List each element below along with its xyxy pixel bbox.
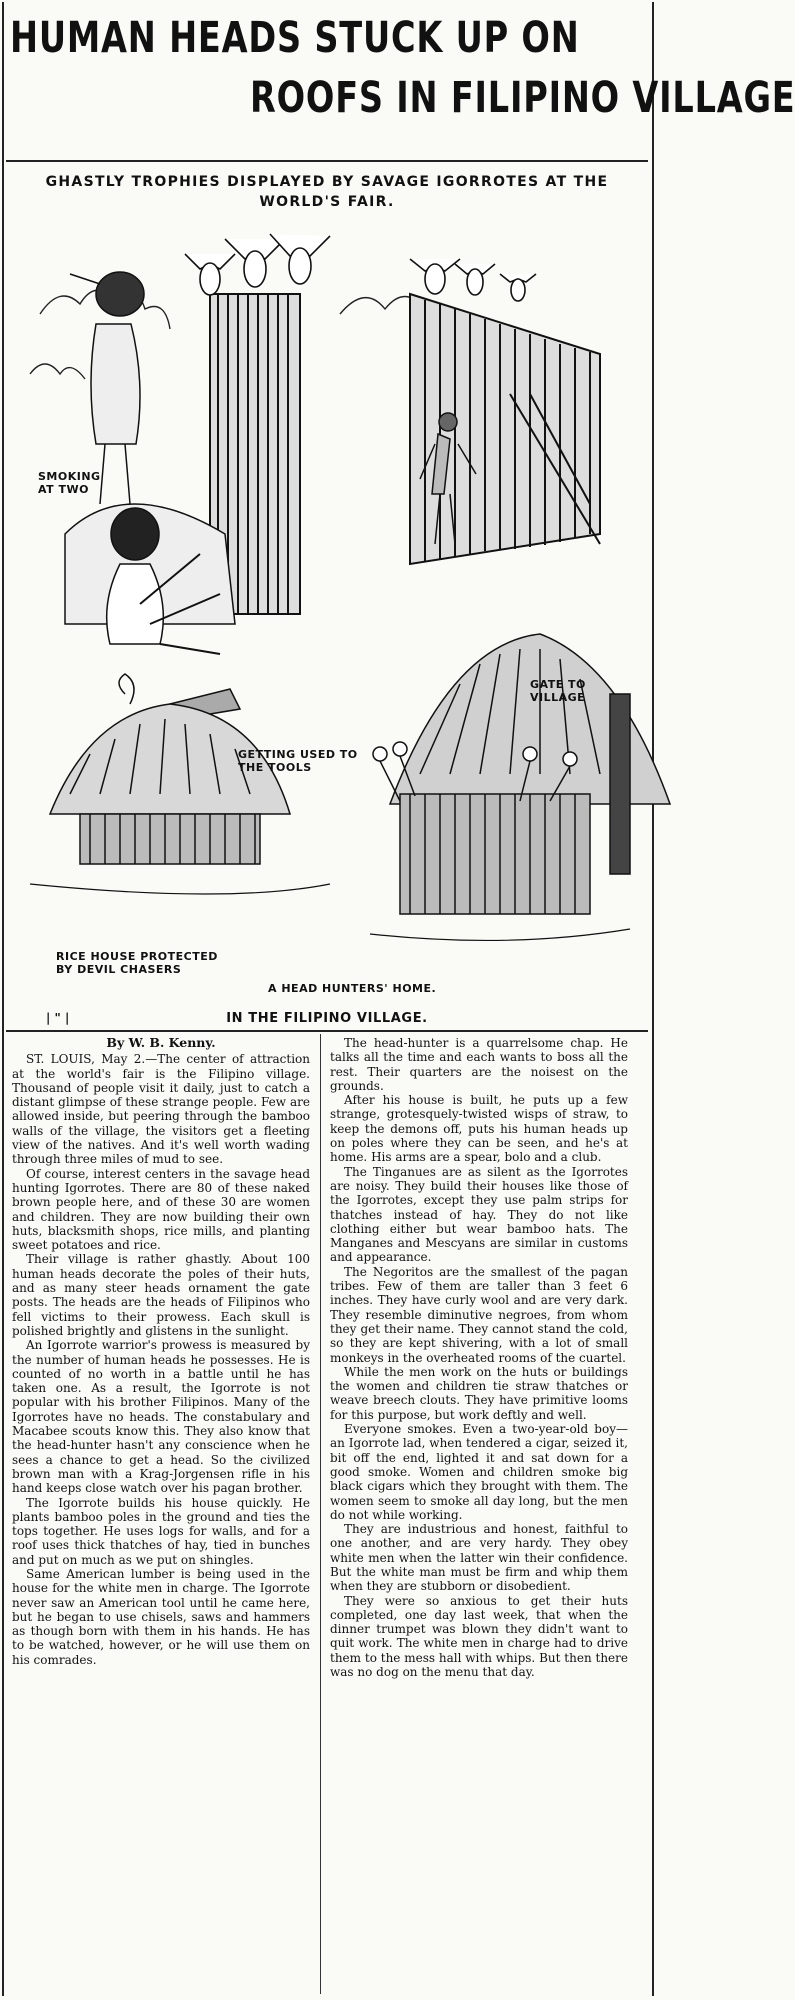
- subhead: GHASTLY TROPHIES DISPLAYED BY SAVAGE IGORROTES AT THE WORLD'S FAIR.: [45, 174, 609, 210]
- paragraph: Of course, interest centers in the savage head hunting Igorrotes. There are 80 of these naked brown people here, and of these 30 are women and children. They are now building their own huts, blacksmith shops, rice mills, and planting sweet potatoes and rice.: [12, 1166, 310, 1253]
- section-title: IN THE FILIPINO VILLAGE.: [226, 1011, 428, 1026]
- paragraph: Same American lumber is being used in the house for the white men in charge. The Igorrote never saw an American tool until he came here, but he began to use chisels, saws and hammers as though born with them in his hands. He has to be watched, however, or he will use them on his comrades.: [12, 1566, 310, 1667]
- paragraph: The Tinganues are as silent as the Igorrotes are noisy. They build their houses like those of the Igorrotes, except they use palm strips for thatches instead of hay. They do not like clothing either but wear bamboo hats. The Manganes and Mescyans are similar in customs and appearance.: [330, 1164, 628, 1265]
- paragraph: The head-hunter is a quarrelsome chap. He talks all the time and each wants to boss all the rest. Their quarters are the noisest on the grounds.: [330, 1036, 628, 1093]
- caption-gate: GATE TO VILLAGE: [530, 678, 586, 704]
- headline-rule: [6, 160, 648, 162]
- head-hunters-home: [373, 634, 670, 914]
- paragraph: ST. LOUIS, May 2.—The center of attraction at the world's fair is the Filipino village. Thousand of people visit it daily, just to catch a distant glimpse of these strange people. Few are allowed inside, but peering through the bamboo walls of the village, the visitors get a fleeting view of the natives. And it's well worth wading through three miles of mud to see.: [12, 1052, 310, 1167]
- paragraph: After his house is built, he puts up a few strange, grotesquely-twisted wisps of straw, to keep the demons off, puts his human heads up on poles where they can be seen, and he's at home. His arms are a spear, bolo and a club.: [330, 1093, 628, 1165]
- byline: By W. B. Kenny.: [106, 1035, 216, 1050]
- paragraph: While the men work on the huts or buildings the women and children tie straw thatches or weave breech clouts. They have primitive looms for this purpose, but work deftly and well.: [330, 1364, 628, 1422]
- right-gate-wall: [410, 294, 600, 564]
- paragraph: An Igorrote warrior's prowess is measured by the number of human heads he possesses. He is counted of no worth in a battle until he has taken one. As a result, the Igorrote is not popular with his brother Filipinos. Many of the Igorrotes have no heads. The constabulary and Macabee scouts know this. They also know that the head-hunter hasn't any conscience when he sees a chance to get a head. So the civilized brown man with a Krag-Jorgensen rifle in his hand keeps close watch over his pagan brother.: [12, 1338, 310, 1496]
- headline-line-2: ROOFS IN FILIPINO VILLAGE: [250, 73, 795, 123]
- paragraph: The Igorrote builds his house quickly. He plants bamboo poles in the ground and ties the tops together. He uses logs for walls, and for a roof uses thick thatches of hay, tied in bunches and put on much as we put on shingles.: [12, 1495, 310, 1567]
- paragraph: Their village is rather ghastly. About 100 human heads decorate the poles of their huts, and as many steer heads ornament the gate posts. The heads are the heads of Filipinos who fell victims to their prowess. Each skull is polished brightly and glistens in the sunlight.: [12, 1252, 310, 1338]
- article-column-1: [12, 1036, 310, 1667]
- caption-head-hunters-home: A HEAD HUNTERS' HOME.: [268, 982, 437, 995]
- caption-tools: GETTING USED TO THE TOOLS: [238, 748, 358, 774]
- margin-marks: | " |: [46, 1011, 70, 1025]
- steer-skulls: [185, 234, 536, 301]
- article-column-2: [330, 1036, 628, 1679]
- village-illustration: [10, 234, 644, 1012]
- column-divider: [320, 1034, 321, 1994]
- paragraph: Everyone smokes. Even a two-year-old boy—an Igorrote lad, when tendered a cigar, seized it, bit off the end, lighted it and sat down for a good smoke. Women and children smoke big black cigars which they brought with them. The women seem to smoke all day long, but the men do not while working.: [330, 1422, 628, 1522]
- headline-line-1: HUMAN HEADS STUCK UP ON: [10, 13, 580, 63]
- caption-rice-house: RICE HOUSE PROTECTED BY DEVIL CHASERS: [56, 950, 218, 976]
- paragraph: The Negoritos are the smallest of the pagan tribes. Few of them are taller than 3 feet 6 inches. They have curly wool and are very dark. They resemble diminutive negroes, from whom they get their name. They cannot stand the cold, so they are kept shivering, with a lot of small monkeys in the overheated rooms of the cuartel.: [330, 1264, 628, 1365]
- caption-smoking: SMOKING AT TWO: [38, 470, 101, 496]
- paragraph: They are industrious and honest, faithful to one another, and are very hardy. They obey white men when the latter win their confidence. But the white man must be firm and whip them when they are stubborn or disobedient.: [330, 1522, 628, 1594]
- section-rule: [6, 1030, 648, 1032]
- woman-with-tools-figure: [65, 504, 240, 719]
- paragraph: They were so anxious to get their huts completed, one day last week, that when the dinner trumpet was blown they didn't want to quit work. The white men in charge had to drive them to the mess hall with whips. But then there was no dog on the menu that day.: [330, 1593, 628, 1680]
